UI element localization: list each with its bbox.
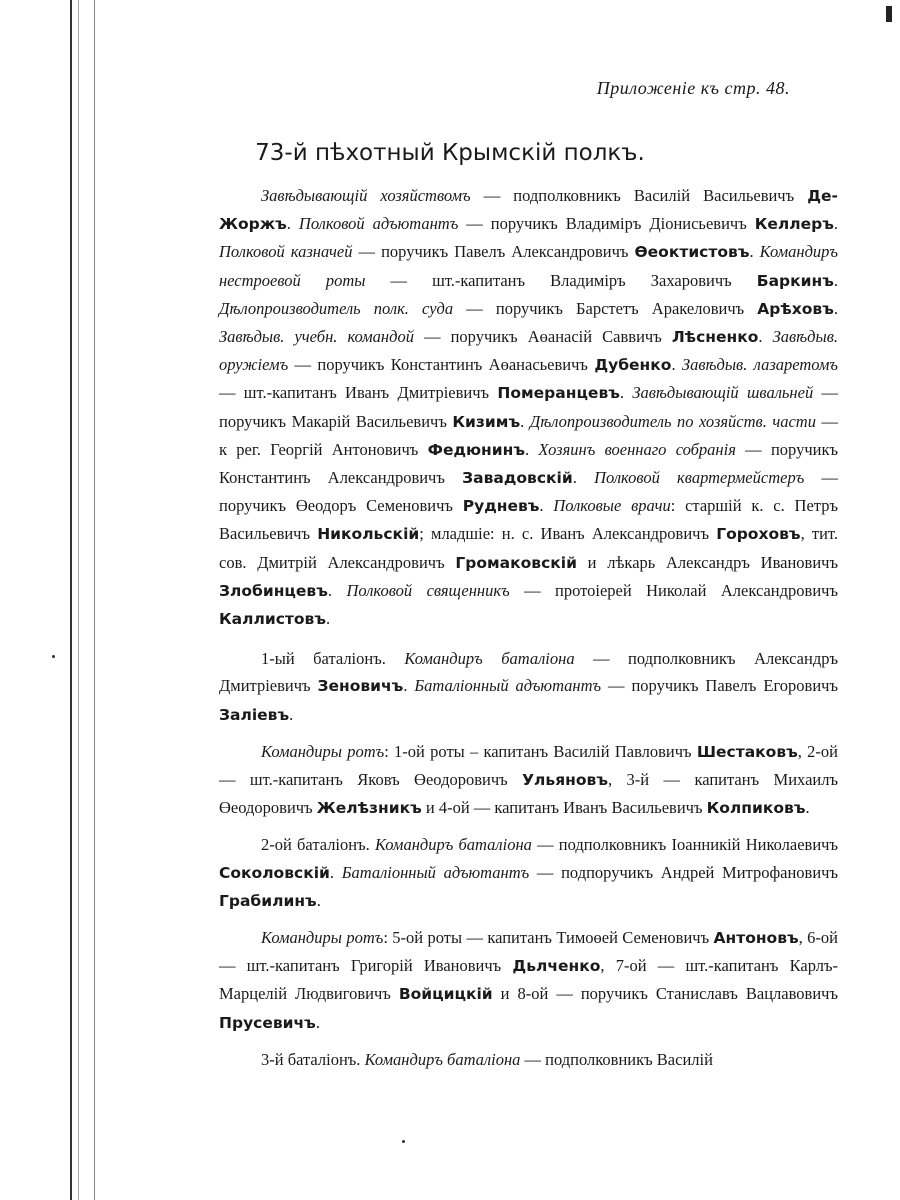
surname: Арѣховъ <box>757 299 834 318</box>
document-body <box>219 182 838 1082</box>
surname: Прусевичъ <box>219 1013 316 1032</box>
text-run: — к рег. Георгій Антоновичъ <box>219 411 839 459</box>
text-run: — подполковникъ Василій <box>520 1049 713 1069</box>
surname: Де-Жоржъ <box>219 187 838 234</box>
text-run: . <box>758 327 773 347</box>
surname: Ульяновъ <box>522 771 608 790</box>
text-run: . <box>286 214 299 234</box>
text-run: — поручикъ Константинъ Александровичъ <box>219 439 839 488</box>
text-run: . <box>833 270 838 290</box>
position-title: Завѣдывающій хозяйствомъ <box>261 186 471 205</box>
text-run: , 6-ой — шт.-капитанъ Григорій Ивановичъ <box>219 928 839 976</box>
position-title: Дѣлопроизводитель по хозяйств. части <box>529 411 816 431</box>
surname: Антоновъ <box>713 929 799 948</box>
surname: Келлеръ <box>754 215 834 234</box>
text-run: — шт.-капитанъ Иванъ Дмитріевичъ <box>219 383 498 403</box>
text-run: . <box>572 468 595 488</box>
corner-mark <box>886 6 892 22</box>
text-run: — поручикъ Владиміръ Діонисьевичъ <box>458 214 755 234</box>
text-run: , 7-ой — шт.-капитанъ Карлъ-Марцелій Людвиговичъ <box>219 956 838 1004</box>
text-run: , 2-ой — шт.-капитанъ Яковъ Өеодоровичъ <box>219 741 839 790</box>
text-run: : 5-ой роты — капитанъ Тимоөей Семеновичъ <box>383 928 714 948</box>
position-title: Полковой квартермейстеръ <box>594 468 805 488</box>
surname: Никольскій <box>317 525 420 544</box>
text-run: — шт.-капитанъ Владиміръ Захаровичъ <box>365 270 757 290</box>
surname: Лѣсненко <box>671 328 759 347</box>
text-run: , тит. сов. Дмитрій Александровичъ <box>219 524 839 572</box>
surname: Завадовскій <box>462 469 573 488</box>
page-title: 73-й пѣхотный Крымскій полкъ. <box>255 140 645 166</box>
text-run: . <box>833 214 838 234</box>
text-run: . <box>671 355 682 375</box>
surname: Кизимъ <box>452 412 521 431</box>
text-run: — подполковникъ Василій Васильевичъ <box>470 186 808 205</box>
text-run: — поручикъ Константинъ Аөанасьевичъ <box>288 355 595 375</box>
position-title: Командиры ротъ <box>261 928 384 948</box>
position-title: Дѣлопроизводитель полк. суда <box>219 298 454 318</box>
surname: Шестаковъ <box>696 742 798 761</box>
surname: Гороховъ <box>716 525 801 544</box>
position-title: Завѣдыв. лазаретомъ <box>681 355 838 375</box>
paragraph <box>219 924 838 1037</box>
surname: Померанцевъ <box>497 384 620 403</box>
position-title: Полковой казначей <box>219 242 353 262</box>
text-run: . <box>520 411 530 431</box>
text-run: . <box>325 609 331 629</box>
surname: Войцицкій <box>398 985 493 1004</box>
surname: Соколовскій <box>219 863 330 882</box>
surname: Өеоктистовъ <box>634 243 750 262</box>
text-run: . <box>524 439 539 459</box>
position-title: Полковой священникъ <box>346 580 510 600</box>
text-run: ; младшіе: н. с. Иванъ Александровичъ <box>419 524 717 544</box>
text-run: . <box>833 298 838 318</box>
surname: Громаковскій <box>455 553 577 572</box>
paragraph <box>219 831 838 915</box>
surname: Рудневъ <box>462 497 540 516</box>
text-run: . <box>329 862 342 882</box>
text-run: . <box>316 890 321 910</box>
text-run: — поручикъ Аөанасій Саввичъ <box>413 327 672 347</box>
position-title: Командиръ баталіона <box>364 1049 521 1069</box>
text-run: — поручикъ Макарій Васильевичъ <box>219 383 839 431</box>
text-run: . <box>539 496 554 516</box>
paragraph <box>219 738 838 823</box>
surname: Каллистовъ <box>219 610 326 629</box>
text-run: . <box>327 580 347 600</box>
text-run: : старшій к. с. Петръ Васильевичъ <box>219 496 838 544</box>
text-run: . <box>749 242 760 262</box>
text-run: — поручикъ Павелъ Егоровичъ <box>601 676 839 696</box>
text-run: и 8-ой — поручикъ Станиславъ Вацлавовичъ <box>492 984 838 1004</box>
surname: Дьлченко <box>512 957 601 976</box>
surname: Злобинцевъ <box>219 581 328 600</box>
text-run: — подпоручикъ Андрей Митрофановичъ <box>529 862 839 882</box>
text-run: : 1-ой роты – капитанъ Василій Павловичъ <box>384 741 697 761</box>
surname: Желѣзникъ <box>316 799 422 818</box>
surname: Федюнинъ <box>427 440 525 459</box>
surname: Грабилинъ <box>219 891 317 910</box>
position-title: Полковой адъютантъ <box>298 214 459 234</box>
position-title: Командиры ротъ <box>261 741 385 761</box>
scan-speck <box>402 1140 405 1143</box>
text-run: — протоіерей Николай Александровичъ <box>509 580 838 600</box>
position-title: Хозяинъ военнаго собранія <box>538 439 736 459</box>
text-run: — поручикъ Өеодоръ Семеновичъ <box>219 468 838 516</box>
position-title: Командиръ баталіона <box>374 835 532 855</box>
text-run: и лѣкарь Александръ Ивановичъ <box>576 552 839 572</box>
text-run: . <box>315 1012 320 1032</box>
binding-edge <box>70 0 95 1200</box>
text-run: — поручикъ Павелъ Александровичъ <box>352 242 635 262</box>
scan-speck <box>52 655 55 658</box>
text-run: . <box>619 383 633 403</box>
surname: Заліевъ <box>219 705 290 724</box>
text-run: , 3-й — капитанъ Михаилъ Өеодоровичъ <box>219 770 838 818</box>
paragraph <box>219 182 838 633</box>
position-title: Баталіонный адъютантъ <box>414 676 602 696</box>
position-title: Завѣдыв. учебн. командой <box>219 327 414 347</box>
paragraph <box>219 1046 838 1073</box>
text-run: 1-ый баталіонъ. <box>261 649 405 669</box>
position-title: Полковые врачи <box>553 496 671 516</box>
position-title: Баталіонный адъютантъ <box>341 862 530 882</box>
surname: Дубенко <box>594 356 672 375</box>
surname: Баркинъ <box>756 271 834 290</box>
text-run: . <box>289 704 294 724</box>
position-title: Командиръ баталіона <box>404 649 575 669</box>
text-run: и 4-ой — капитанъ Иванъ Васильевичъ <box>421 798 707 818</box>
surname: Зеновичъ <box>317 677 404 696</box>
position-title: Командиръ нестроевой роты <box>219 242 838 290</box>
position-title: Завѣдыв. оружіемъ <box>219 327 838 375</box>
paragraph <box>219 645 838 729</box>
text-run: — поручикъ Барстетъ Аракеловичъ <box>453 298 758 318</box>
text-run: — подполковникъ Іоанникій Николаевичъ <box>531 835 838 855</box>
page-appendix-reference: Приложеніе къ стр. 48. <box>596 78 790 98</box>
text-run: 2-ой баталіонъ. <box>261 835 375 855</box>
position-title: Завѣдывающій швальней <box>632 383 814 403</box>
text-run: 3-й баталіонъ. <box>261 1049 365 1069</box>
text-run: . <box>403 676 415 696</box>
text-run: . <box>805 798 810 818</box>
surname: Колпиковъ <box>706 799 806 818</box>
text-run: — подполковникъ Александръ Дмитріевичъ <box>219 649 838 696</box>
